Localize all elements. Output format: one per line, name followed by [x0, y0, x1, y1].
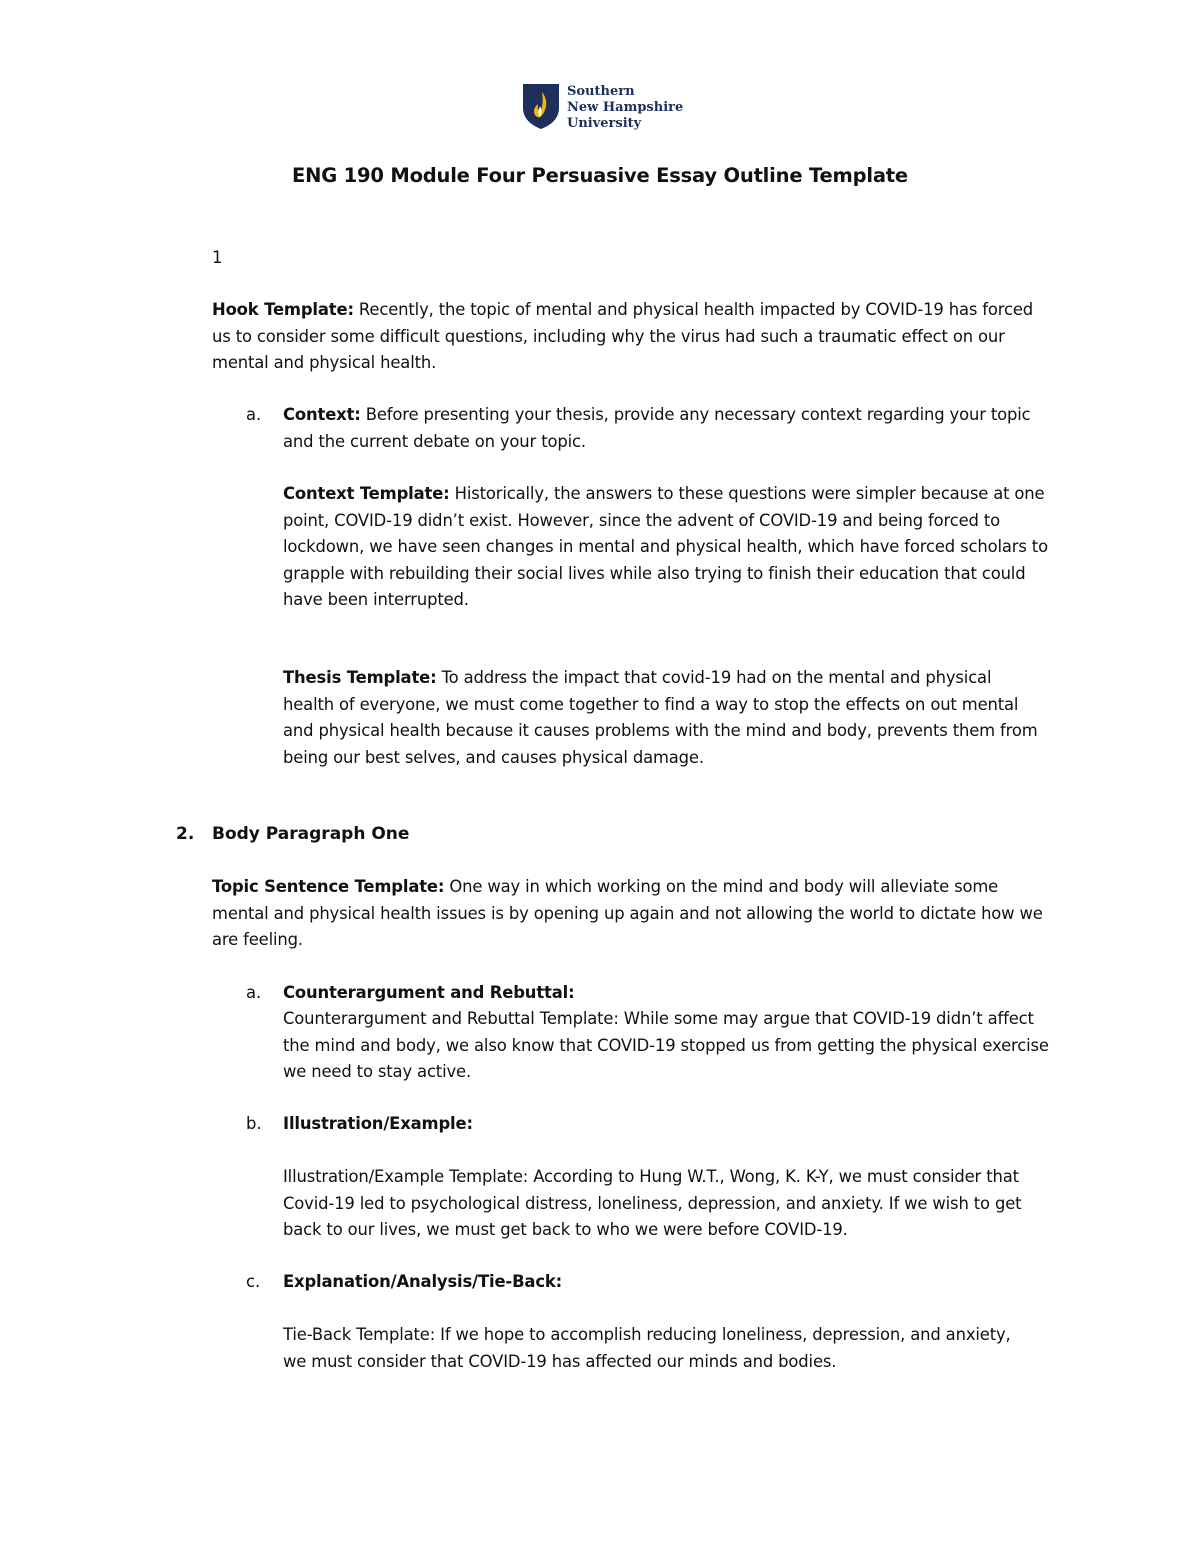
explanation-marker: c. — [246, 1272, 261, 1291]
hook-label: Hook Template: — [212, 300, 354, 319]
context-item — [283, 402, 1043, 455]
hook-template — [212, 297, 1042, 377]
thesis-template-text: To address the impact that covid-19 had on the mental and physical health of everyone, we must come together to find a way to stop the effects on out mental and physical health because it causes problems with the mind and body, prevents them from being our best selves, and causes physical damage. — [283, 668, 1038, 767]
explanation-label-text: Explanation/Analysis/Tie-Back: — [283, 1272, 563, 1291]
section-number-1: 1 — [212, 248, 223, 267]
counterargument-label — [283, 980, 1053, 1007]
topic-sentence-template — [212, 874, 1052, 954]
explanation-label — [283, 1269, 1053, 1296]
context-template — [283, 481, 1058, 614]
logo-line-3: University — [567, 116, 642, 131]
illustration-label-text: Illustration/Example: — [283, 1114, 473, 1133]
context-template-label: Context Template: — [283, 484, 450, 503]
counter-marker: a. — [246, 983, 262, 1002]
counterargument-text: Counterargument and Rebuttal Template: While some may argue that COVID-19 didn’t affect the mind and body, we also know that COVID-19 stopped us from getting the physical exercise we need to stay active. — [283, 1009, 1049, 1081]
document-title: ENG 190 Module Four Persuasive Essay Outline Template — [292, 164, 908, 187]
section-number-2: 2. — [176, 824, 195, 844]
context-label: Context: — [283, 405, 361, 424]
topic-sentence-label: Topic Sentence Template: — [212, 877, 445, 896]
illustration-marker: b. — [246, 1114, 262, 1133]
logo-line-1: Southern — [567, 84, 635, 99]
context-template-text: Historically, the answers to these questions were simpler because at one point, COVID-19 didn’t exist. However, since the advent of COVID-19 and being forced to lockdown, we have seen changes in mental and physical health, which have forced scholars to grapple with rebuilding their social lives while also trying to finish their education that could have been interrupted. — [283, 484, 1048, 609]
context-marker: a. — [246, 405, 262, 424]
illustration-text: Illustration/Example Template: According to Hung W.T., Wong, K. K-Y, we must consider that Covid-19 led to psychological distress, loneliness, depression, and anxiety. If we wish to get back to our lives, we must get back to who we were before COVID-19. — [283, 1167, 1022, 1239]
hook-text: Recently, the topic of mental and physical health impacted by COVID-19 has forced us to consider some difficult questions, including why the virus had such a traumatic effect on our mental and physical health. — [212, 300, 1034, 372]
body-paragraph-heading: Body Paragraph One — [212, 824, 410, 844]
logo-wordmark — [567, 84, 683, 132]
counterargument-label-text: Counterargument and Rebuttal: — [283, 983, 575, 1002]
logo-line-2: New Hampshire — [567, 100, 684, 115]
university-logo — [521, 82, 691, 134]
thesis-template-label: Thesis Template: — [283, 668, 437, 687]
context-text: Before presenting your thesis, provide any necessary context regarding your topic and the current debate on your topic. — [283, 405, 1031, 451]
illustration-label — [283, 1111, 1053, 1138]
topic-sentence-text: One way in which working on the mind and body will alleviate some mental and physical health issues is by opening up again and not allowing the world to dictate how we are feeling. — [212, 877, 1043, 949]
thesis-template — [283, 665, 1043, 771]
explanation-text: Tie-Back Template: If we hope to accomplish reducing loneliness, depression, and anxiety, we must consider that COVID-19 has affected our minds and bodies. — [283, 1325, 1011, 1371]
shield-icon — [521, 82, 561, 130]
